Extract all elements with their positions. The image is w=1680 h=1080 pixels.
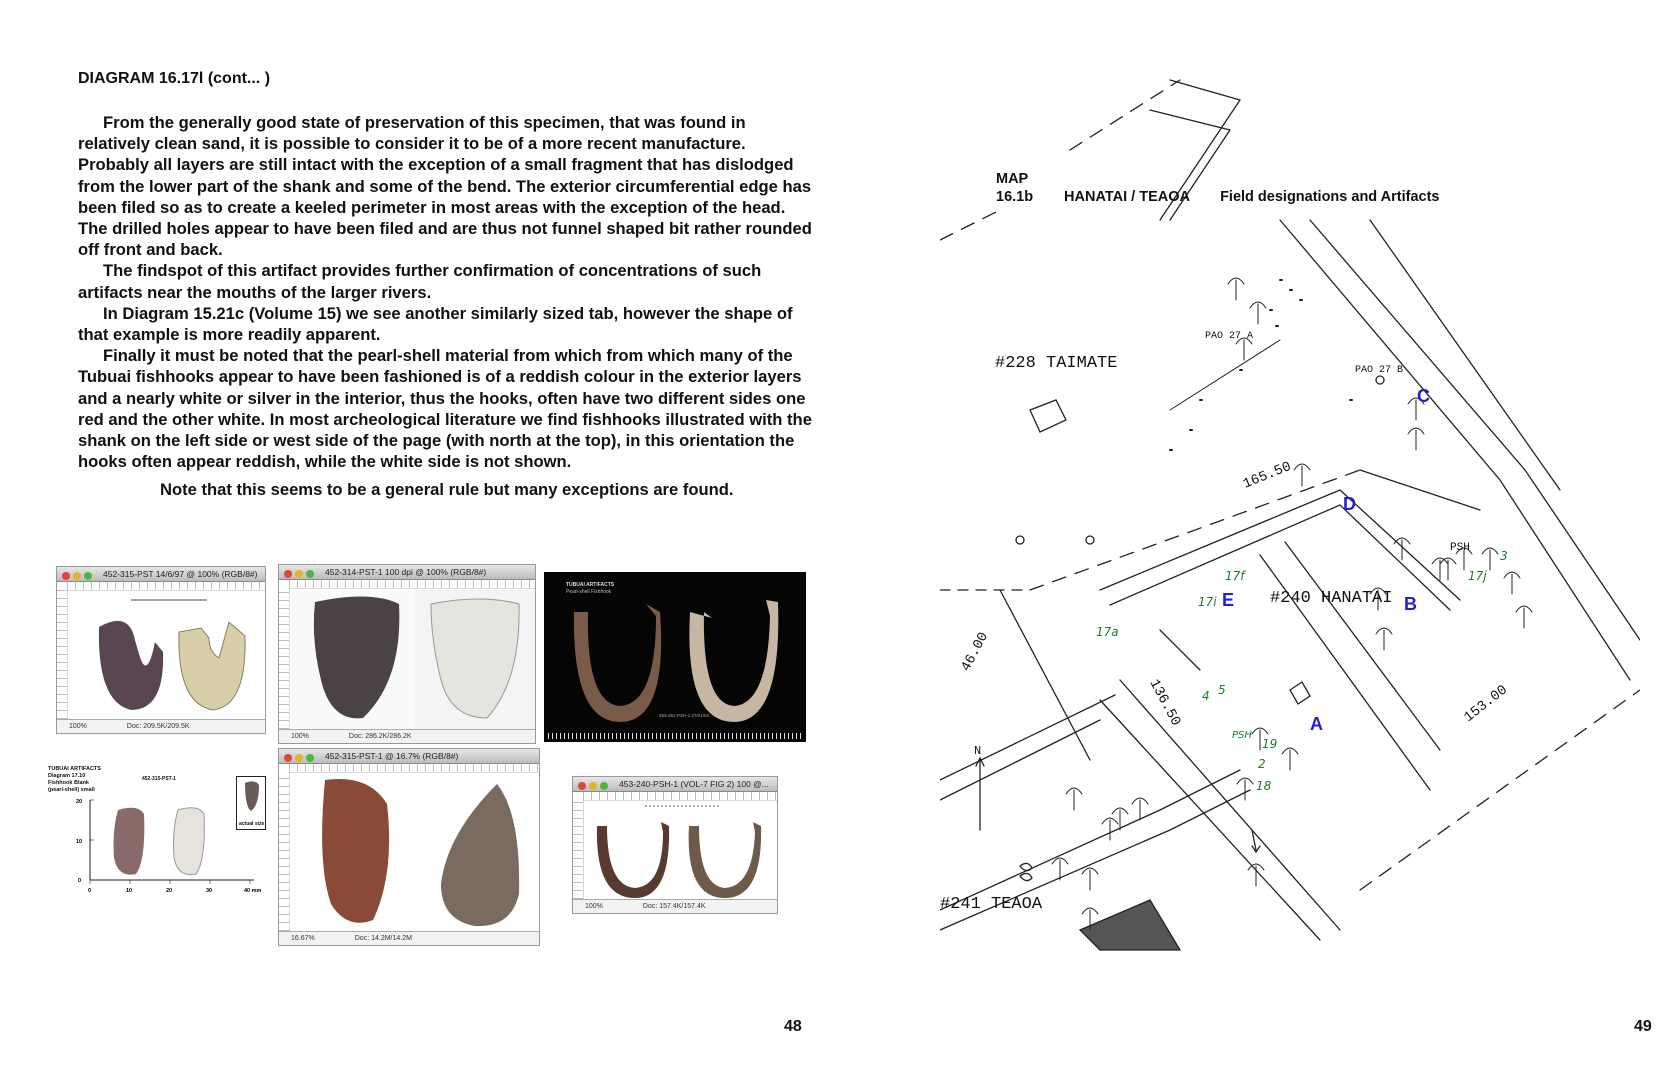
window-title-bar[interactable]: [57, 567, 265, 582]
window-status-bar: 100% Doc: 286.2K/286.2K: [279, 729, 535, 743]
actual-size-box: actual size: [236, 776, 266, 830]
map-text: [940, 331, 1511, 914]
window-title-bar[interactable]: [279, 749, 539, 764]
close-icon[interactable]: [284, 754, 292, 762]
window-status-bar: 100% Doc: 157.4K/157.4K: [573, 899, 777, 913]
minimize-icon[interactable]: [73, 572, 81, 580]
window-title: 452-314-PST-1 100 dpi @ 100% (RGB/8#): [325, 567, 487, 577]
close-icon[interactable]: [62, 572, 70, 580]
paragraph-2: The findspot of this artifact provides further confirmation of concentrations of such artifacts near the mouths of the larger rivers.: [78, 261, 762, 302]
distance-153-00: 153.00: [1461, 682, 1511, 726]
x-tick-30: 30: [206, 888, 213, 894]
artifact-5: 5: [1218, 683, 1226, 697]
zoom-icon[interactable]: [306, 754, 314, 762]
field-letter-e: E: [1222, 590, 1235, 610]
window-title: 452-315-PST-1 @ 16.7% (RGB/8#): [325, 751, 459, 761]
hook-red-side: [597, 822, 669, 898]
diagram-heading: DIAGRAM 16.17l (cont... ): [78, 70, 271, 87]
window-title: 452-315-PST 14/6/97 @ 100% (RGB/8#): [103, 569, 258, 579]
scan-window-3[interactable]: [278, 748, 540, 946]
page-number-right: 49: [1634, 1018, 1652, 1035]
map-label: MAP: [996, 171, 1029, 187]
paragraph-1: From the generally good state of preservation of this specimen, that was found in relatively clean sand, it is possible to consider it to be of a more recent manufacture. Probably all layers are still intact with the exception of a small fragment that has dislodged from the lower part of the shank and some of the bend. The exterior circumferential edge has been filed so as to create a keeled perimeter in most areas with the exception of the head. The drilled holes appear to have been filed and are thus not funnel shaped bit rather rounded off front and back.: [78, 113, 812, 260]
label-pao-27-b: PAO 27 B: [1355, 365, 1404, 376]
artifact-3: 3: [1500, 549, 1508, 563]
hook-white-side: [689, 600, 778, 722]
map-subject: Field designations and Artifacts: [1220, 189, 1440, 205]
fishhook-tab-photo: [69, 592, 265, 722]
artifact-18: 18: [1256, 779, 1272, 793]
artifact-psh: PSH: [1232, 730, 1252, 741]
close-icon[interactable]: [284, 570, 292, 578]
tab-white-side: [179, 622, 245, 710]
minimize-icon[interactable]: [295, 754, 303, 762]
distance-136-50: 136.50: [1145, 676, 1184, 729]
panel-subtitle: Pearl-shell Fishhook: [566, 589, 612, 595]
pearl-shell-fishhook-photo: [544, 572, 806, 742]
fishhook-blank-large-photo: [291, 774, 539, 932]
map-linework: [940, 80, 1640, 950]
label-psh-top: PSH: [1450, 542, 1470, 554]
page-number-left: 48: [784, 1018, 802, 1035]
zoom-icon[interactable]: [306, 570, 314, 578]
artifact-19: 19: [1262, 737, 1278, 751]
ruler-horizontal: [67, 581, 265, 591]
window-title-bar[interactable]: [279, 565, 535, 580]
minimize-icon[interactable]: [589, 782, 597, 790]
zoom-icon[interactable]: [600, 782, 608, 790]
body-text: [78, 112, 818, 501]
artifact-17i: 17i: [1198, 595, 1217, 609]
field-letter-b: B: [1404, 594, 1417, 614]
ruler-horizontal: [583, 791, 777, 801]
field-letter-c: C: [1417, 386, 1430, 406]
blank-white-side: [441, 784, 519, 926]
map-place: HANATAI / TEAOA: [1064, 189, 1190, 205]
panel-title: TUBUAI ARTIFACTS: [566, 582, 615, 588]
window-title-bar[interactable]: [573, 777, 777, 792]
ruler-vertical: [279, 588, 290, 729]
figure-code: 452-315-PST-1: [142, 776, 176, 782]
field-letter-d: D: [1343, 494, 1356, 514]
window-title: 453-240-PSH-1 (VOL-7 FIG 2) 100 @...: [619, 779, 769, 789]
artifact-labels: [1096, 549, 1508, 793]
fishhook-blank-diagram: [46, 760, 272, 910]
ruler-horizontal: [289, 579, 535, 589]
artifact-17j: 17j: [1468, 569, 1487, 583]
window-status-bar: 100% Doc: 209.5K/209.5K: [57, 719, 265, 733]
window-status-bar: 16.67% Doc: 14.2M/14.2M: [279, 931, 539, 945]
minimize-icon[interactable]: [295, 570, 303, 578]
y-tick-20: 20: [76, 799, 83, 805]
hook-red-side: [574, 604, 661, 722]
panel-code: 453-281-PSH-1 27/01/03: [659, 713, 710, 718]
north-label: N: [974, 744, 982, 758]
zoom-icon[interactable]: [84, 572, 92, 580]
y-tick-10: 10: [76, 839, 83, 845]
blank-red-side: [114, 808, 145, 875]
ruler-horizontal: [289, 763, 539, 773]
tab-red-side: [99, 621, 163, 710]
label-pao-27-a: PAO 27 A: [1205, 331, 1254, 342]
field-letter-a: A: [1310, 714, 1323, 734]
close-icon[interactable]: [578, 782, 586, 790]
fishhook-blank-photo: [291, 590, 535, 730]
blank-white-side: [174, 808, 205, 875]
x-tick-10: 10: [126, 888, 133, 894]
scan-window-4[interactable]: [572, 776, 778, 914]
scale-bar: [548, 733, 802, 739]
artifact-4: 4: [1202, 689, 1210, 703]
ruler-vertical: [57, 590, 68, 719]
paragraph-4: Finally it must be noted that the pearl-shell material from which from which many of the Tubuai fishhooks appear to have been fashioned is of a reddish colour in the exterior layers and a nearly white or silver in the interior, thus the hooks, often have two different sides one red and the other white. In most archeological literature we find fishhooks illustrated with the shank on the left side or west side of the page (with north at the top), in this orientation the hooks often appear reddish, while the white side is not shown.: [78, 346, 812, 472]
y-tick-0: 0: [78, 878, 82, 884]
x-tick-20: 20: [166, 888, 173, 894]
hook-white-side: [689, 822, 761, 898]
figure-caption: TUBUAI ARTIFACTS Diagram 17.10 Fishhook Blank (pearl-shell) small: [48, 766, 101, 793]
x-tick-40: 40 mm: [244, 888, 262, 894]
paragraph-3: In Diagram 15.21c (Volume 15) we see another similarly sized tab, however the shape of that example is more readily apparent.: [78, 303, 793, 345]
scale-axes: [46, 760, 272, 910]
map-title: [996, 170, 1439, 206]
field-letters: [1222, 386, 1430, 734]
artifact-2: 2: [1258, 757, 1266, 771]
ruler-vertical: [573, 800, 584, 899]
distance-46-00: 46.00: [958, 629, 993, 675]
label-hanatai: #240 HANATAI: [1270, 589, 1393, 608]
label-taimate: #228 TAIMATE: [995, 354, 1118, 373]
x-tick-0: 0: [88, 888, 92, 894]
map-number: 16.1b: [996, 189, 1034, 205]
artifact-17a: 17a: [1096, 625, 1119, 639]
scan-window-2[interactable]: [278, 564, 536, 744]
ruler-vertical: [279, 772, 290, 931]
blank-red-side: [322, 779, 389, 923]
scan-window-1[interactable]: [56, 566, 266, 734]
fishhook-photo: [585, 802, 777, 902]
distance-165-50: 165.50: [1240, 458, 1294, 493]
label-teaoa: #241 TEAOA: [940, 895, 1043, 914]
artifact-17f: 17f: [1225, 569, 1245, 583]
note-paragraph: Note that this seems to be a general rule but many exceptions are found.: [160, 480, 734, 500]
